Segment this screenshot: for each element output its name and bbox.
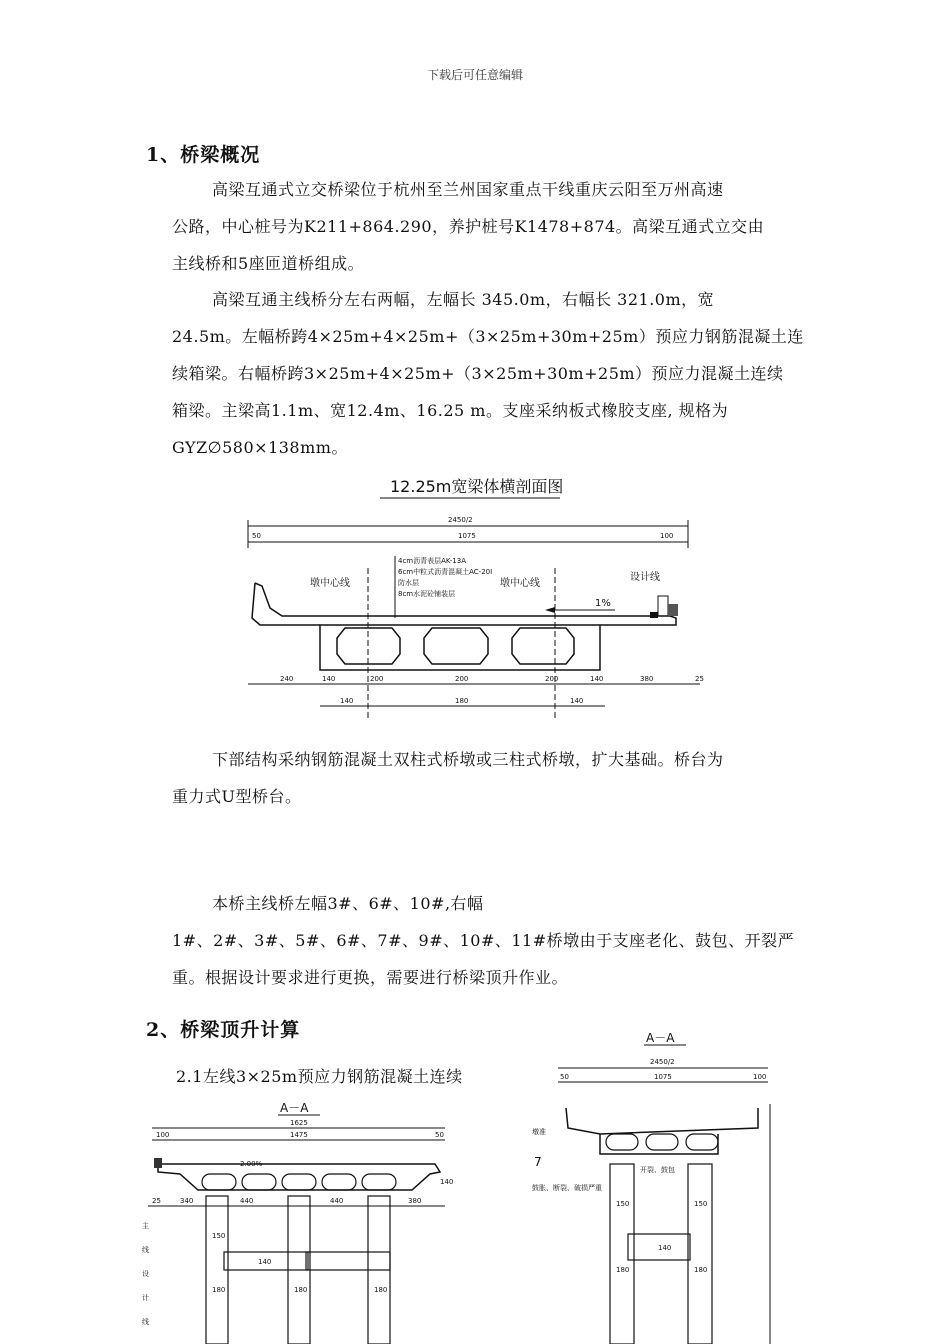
- svg-text:100: 100: [156, 1131, 170, 1139]
- svg-text:2450/2: 2450/2: [650, 1058, 675, 1066]
- svg-text:线: 线: [142, 1246, 149, 1254]
- side-label: [142, 1221, 149, 1326]
- figure-1-title: 12.25m宽梁体横剖面图: [390, 477, 564, 496]
- svg-text:140: 140: [570, 697, 584, 705]
- svg-text:200: 200: [455, 675, 469, 683]
- svg-text:180: 180: [616, 1266, 630, 1274]
- svg-text:150: 150: [212, 1232, 226, 1240]
- pavement-layers: [398, 556, 492, 598]
- text-line: 高梁互通式立交桥梁位于杭州至兰州国家重点干线重庆云阳至万州高速: [212, 180, 724, 199]
- svg-text:6cm中粒式沥青混凝土AC-20I: 6cm中粒式沥青混凝土AC-20I: [398, 568, 493, 576]
- text-line: GYZ∅580×138mm。: [172, 438, 348, 457]
- pier-centerline-right: 墩中心线: [500, 578, 540, 589]
- svg-text:140: 140: [258, 1258, 272, 1266]
- dim-top-right: 100: [660, 532, 674, 540]
- text-line: 箱梁。主梁高1.1m、宽12.4m、16.25 m。支座采纳板式橡胶支座, 规格为: [172, 401, 729, 420]
- svg-text:防水层: 防水层: [398, 579, 419, 587]
- svg-text:50: 50: [435, 1131, 444, 1139]
- section-1-title: 1、桥梁概况: [146, 144, 261, 166]
- paragraph-4: [172, 885, 812, 996]
- svg-text:计: 计: [142, 1294, 149, 1302]
- svg-text:设: 设: [142, 1270, 149, 1278]
- slope-label: 1%: [595, 598, 611, 609]
- svg-text:380: 380: [408, 1197, 422, 1205]
- bottom-dimensions: [280, 675, 704, 683]
- svg-text:140: 140: [322, 675, 336, 683]
- svg-text:主: 主: [142, 1222, 149, 1230]
- svg-text:200: 200: [545, 675, 559, 683]
- svg-text:140: 140: [440, 1178, 454, 1186]
- text-line: 续箱梁。右幅桥跨3×25m+4×25m+（3×25m+30m+25m）预应力混凝土连续: [172, 364, 784, 383]
- left-pier-elevation: [140, 1096, 454, 1344]
- svg-text:150: 150: [616, 1200, 630, 1208]
- text-line: 公路，中心桩号为K211+864.290，养护桩号K1478+874。高梁互通式立交由: [172, 217, 765, 236]
- svg-text:380: 380: [640, 675, 654, 683]
- text-line: 下部结构采纳钢筋混凝土双柱式桥墩或三柱式桥墩，扩大基础。桥台为: [212, 750, 724, 769]
- section-2-title: 2、桥梁顶升计算: [146, 1019, 301, 1041]
- subsection-2-1: 2.1左线3×25m预应力钢筋混凝土连续: [176, 1067, 463, 1086]
- svg-text:140: 140: [658, 1244, 672, 1252]
- paragraph-1: [172, 171, 812, 282]
- svg-text:25: 25: [152, 1197, 161, 1205]
- svg-text:8cm水泥砼铺装层: 8cm水泥砼铺装层: [398, 590, 456, 598]
- text-line: 重。根据设计要求进行更换，需要进行桥梁顶升作业。: [172, 968, 569, 987]
- svg-text:440: 440: [330, 1197, 344, 1205]
- text-line: 主线桥和5座匝道桥组成。: [172, 254, 365, 273]
- dim-top-total: 2450/2: [448, 516, 473, 524]
- design-line-label: 设计线: [630, 572, 660, 583]
- svg-text:7: 7: [534, 1155, 542, 1169]
- svg-text:开裂、鼓包: 开裂、鼓包: [640, 1166, 675, 1174]
- svg-text:150: 150: [694, 1200, 708, 1208]
- svg-text:100: 100: [753, 1073, 767, 1081]
- svg-text:180: 180: [455, 697, 469, 705]
- figure-2-title: A－A: [280, 1101, 309, 1115]
- svg-text:1075: 1075: [654, 1073, 672, 1081]
- svg-text:180: 180: [694, 1266, 708, 1274]
- svg-text:180: 180: [212, 1286, 226, 1294]
- svg-text:鼓胀、断裂、破损严重: 鼓胀、断裂、破损严重: [532, 1184, 602, 1192]
- page-header: 下载后可任意编辑: [426, 68, 523, 82]
- svg-text:25: 25: [695, 675, 704, 683]
- pier-centerline-left: 墩中心线: [310, 578, 350, 589]
- svg-text:墩准: 墩准: [532, 1128, 546, 1136]
- right-pier-elevation: [528, 1024, 808, 1344]
- svg-text:140: 140: [340, 697, 354, 705]
- paragraph-3: [172, 741, 812, 815]
- svg-text:1475: 1475: [290, 1131, 308, 1139]
- svg-text:180: 180: [294, 1286, 308, 1294]
- svg-text:140: 140: [590, 675, 604, 683]
- svg-text:线: 线: [142, 1318, 149, 1326]
- text-line: 1#、2#、3#、5#、6#、7#、9#、10#、11#桥墩由于支座老化、鼓包、开裂严: [172, 931, 795, 950]
- paragraph-2: [172, 281, 812, 466]
- figure-3-title: A－A: [646, 1031, 675, 1045]
- svg-text:2.00%: 2.00%: [240, 1160, 263, 1168]
- svg-text:200: 200: [370, 675, 384, 683]
- dim-top-left: 50: [252, 532, 261, 540]
- svg-text:1625: 1625: [290, 1119, 308, 1127]
- svg-text:240: 240: [280, 675, 294, 683]
- svg-text:4cm沥青表层AK-13A: 4cm沥青表层AK-13A: [398, 557, 466, 565]
- text-line: 本桥主线桥左幅3#、6#、10#,右幅: [212, 894, 484, 913]
- text-line: 重力式U型桥台。: [172, 787, 302, 806]
- cross-section-figure: [200, 468, 720, 728]
- text-line: 高梁互通主线桥分左右两幅，左幅长 345.0m，右幅长 321.0m，宽: [212, 290, 715, 309]
- svg-text:340: 340: [180, 1197, 194, 1205]
- svg-text:180: 180: [374, 1286, 388, 1294]
- bottom-dimensions-2: [340, 697, 583, 705]
- dim-top-mid: 1075: [458, 532, 476, 540]
- svg-text:50: 50: [560, 1073, 569, 1081]
- text-line: 24.5m。左幅桥跨4×25m+4×25m+（3×25m+30m+25m）预应力钢筋混凝土连: [172, 327, 804, 346]
- svg-text:440: 440: [240, 1197, 254, 1205]
